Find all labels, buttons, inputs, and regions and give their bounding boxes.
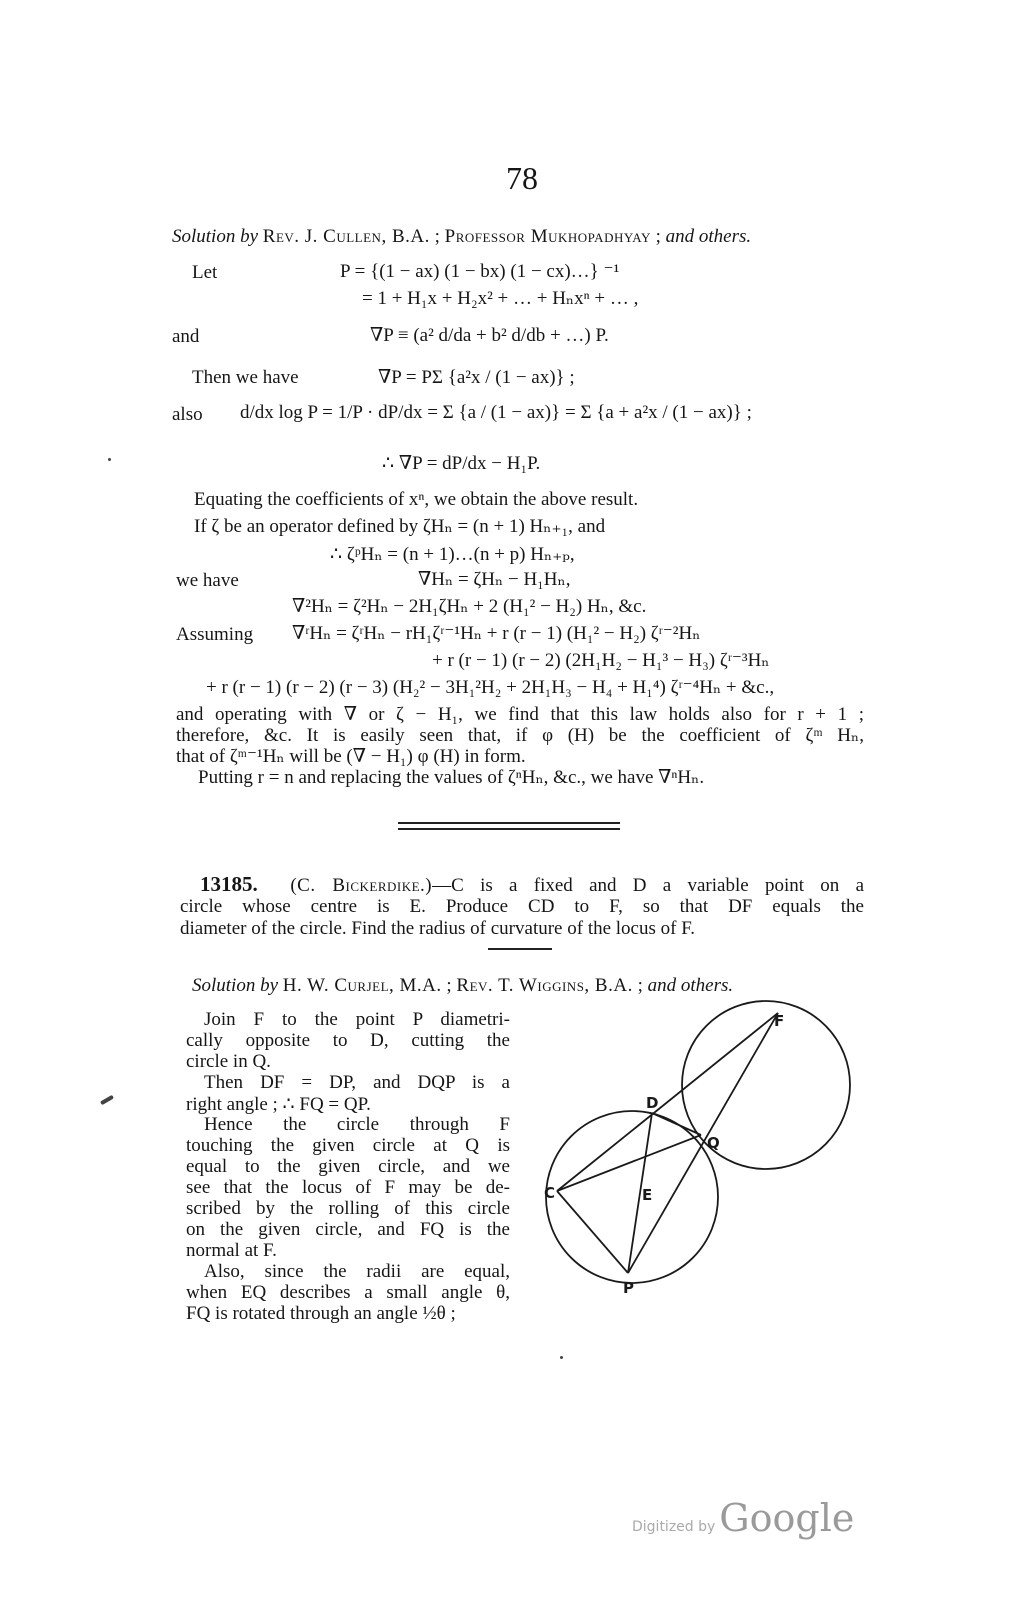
solution-prefix: Solution by [192,975,279,996]
geometry-figure [530,1000,860,1300]
separator-rule [398,828,620,830]
label-f: F [774,1012,785,1030]
solution-prefix: Solution by [172,226,259,247]
question-line-2: circle whose centre is E. Produce CD to F, so that DF equals the [180,896,864,917]
putting-line: Putting r = n and replacing the values of ζⁿHₙ, &c., we have ∇ⁿHₙ. [198,767,705,788]
solution-author: Professor Mukhopadhyay [444,226,651,247]
equation-zeta-p: ∴ ζᵖHₙ = (n + 1)…(n + p) Hₙ₊ₚ, [330,544,575,565]
solution-author: Rev. J. Cullen, B.A. [262,226,430,247]
digitized-text: Digitized by [632,1519,716,1535]
solution-author: H. W. Curjel, M.A. [282,975,442,996]
solution-line: Also, since the radii are equal, [204,1261,510,1282]
question-line-1 [200,872,864,897]
solution-author: Rev. T. Wiggins, B.A. [456,975,633,996]
equation-assumption-2: + r (r − 1) (r − 2) (2H₁H₂ − H₁³ − H₃) ζʳ⁻³Hₙ [432,650,770,671]
question-proposer: (C. Bickerdike.) [290,875,433,896]
solution-line: cally opposite to D, cutting the [186,1030,510,1051]
solution-line: right angle ; ∴ FQ = QP. [186,1094,371,1115]
solution-byline-2: Solution by H. W. Curjel, M.A. ; Rev. T. Wiggins, B.A. ; and others. [192,975,734,996]
solution-line: scribed by the rolling of this circle [186,1198,510,1219]
equation-p: P = {(1 − ax) (1 − bx) (1 − cx)…} ⁻¹ [340,261,620,282]
solution-line: touching the given circle at Q is [186,1135,510,1156]
equation-assumption-3: + r (r − 1) (r − 2) (r − 3) (H₂² − 3H₁²H₂ + 2H₁H₃ − H₄ + H₁⁴) ζʳ⁻⁴Hₙ + &c., [206,677,775,698]
equating-line: Equating the coefficients of xⁿ, we obtain the above result. [194,489,639,510]
also-label: also [172,404,203,425]
operator-definition-line: If ζ be an operator defined by ζHₙ = (n + 1) Hₙ₊₁, and [194,516,606,537]
solution-line: equal to the given circle, and we [186,1156,510,1177]
and-label: and [172,326,200,347]
then-label: Then we have [192,367,299,388]
assuming-label: Assuming [176,624,254,645]
label-p: P [623,1279,634,1297]
line-dq [652,1113,701,1135]
solution-line: Join F to the point P diametri- [204,1009,510,1030]
solution-line: Then DF = DP, and DQP is a [204,1072,510,1093]
label-c: C [544,1184,556,1202]
we-have-label: we have [176,570,239,591]
operating-line-3: that of ζᵐ⁻¹Hₙ will be (∇ − H₁) φ (H) in form. [176,746,526,767]
equation-log-derivative: d/dx log P = 1/P · dP/dx = Σ {a / (1 − ax)} = Σ {a + a²x / (1 − ax)} ; [240,402,752,423]
question-text: —C is a fixed and D a variable point on a [432,875,864,896]
question-line-3: diameter of the circle. Find the radius of curvature of the locus of F. [180,918,696,939]
page-number: 78 [506,160,538,196]
equation-assumption-1: ∇ʳHₙ = ζʳHₙ − rH₁ζʳ⁻¹Hₙ + r (r − 1) (H₁² − H₂) ζʳ⁻²Hₙ [292,623,701,644]
equation-nabla-h: ∇Hₙ = ζHₙ − H₁Hₙ, [418,569,571,590]
label-e: E [642,1186,653,1204]
solution-suffix: and others. [665,226,752,247]
equation-nabla-squared: ∇²Hₙ = ζ²Hₙ − 2H₁ζHₙ + 2 (H₁² − H₂) Hₙ, &c. [292,596,647,617]
label-q: Q [707,1134,720,1152]
solution-line: when EQ describes a small angle θ, [186,1282,510,1303]
equation-therefore: ∴ ∇P = dP/dx − H₁P. [382,453,541,474]
solution-line: on the given circle, and FQ is the [186,1219,510,1240]
operating-line-1: and operating with ∇ or ζ − H₁, we find that this law holds also for r + 1 ; [176,704,864,725]
scan-speck [108,458,111,461]
google-logo: Google [719,1496,855,1540]
equation-nabla-p: ∇P = PΣ {a²x / (1 − ax)} ; [378,367,575,388]
scan-speck [100,1095,114,1105]
solution-suffix: and others. [647,975,734,996]
solution-byline-1: Solution by Rev. J. Cullen, B.A. ; Professor Mukhopadhyay ; and others. [172,226,752,247]
line-pf [628,1013,778,1273]
given-circle [546,1111,718,1283]
solution-line: Hence the circle through F [204,1114,510,1135]
solution-line: normal at F. [186,1240,277,1261]
solution-line: see that the locus of F may be de- [186,1177,510,1198]
operating-line-2: therefore, &c. It is easily seen that, if φ (H) be the coefficient of ζᵐ Hₙ, [176,725,864,746]
let-label: Let [192,262,218,283]
line-cp [557,1191,628,1273]
scan-speck [560,1356,563,1359]
label-d: D [646,1094,659,1112]
digitized-by-watermark [632,1496,854,1540]
line-cf [557,1013,778,1191]
separator-rule [398,822,620,824]
short-rule [488,948,552,950]
question-number: 13185. [200,872,258,896]
solution-line: FQ is rotated through an angle ½θ ; [186,1303,456,1324]
solution-line: circle in Q. [186,1051,271,1072]
equation-p-expansion: = 1 + H₁x + H₂x² + … + Hₙxⁿ + … , [362,288,639,309]
equation-nabla-definition: ∇P ≡ (a² d/da + b² d/db + …) P. [370,325,609,346]
